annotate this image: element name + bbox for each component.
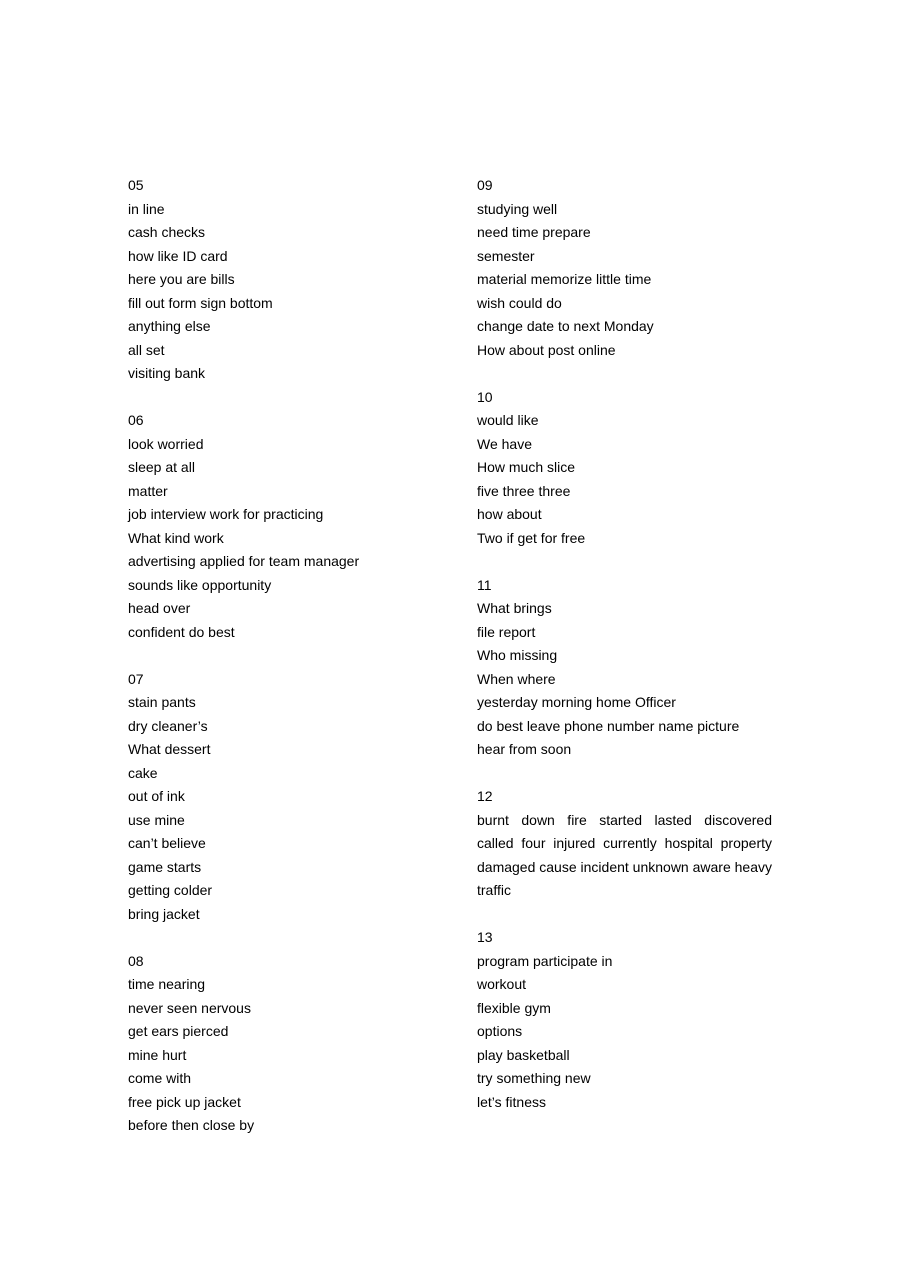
section-11	[477, 574, 772, 762]
phrase-line: how like ID card	[128, 247, 228, 264]
section-number: 07	[128, 670, 144, 687]
section-10	[477, 386, 772, 551]
phrase-line: time nearing	[128, 976, 206, 992]
phrase-line: stain pants	[128, 694, 196, 710]
phrase-line: called four injured currently hospital property	[477, 835, 772, 851]
right-column	[477, 174, 772, 1138]
phrase-line: confident do best	[128, 623, 235, 640]
phrase-line: out of ink	[128, 788, 185, 804]
phrase-line: How about post online	[477, 341, 616, 358]
section-number: 10	[477, 388, 493, 405]
phrase-line: five three three	[477, 482, 571, 499]
phrase-line: game starts	[128, 858, 202, 875]
section-09	[477, 174, 772, 362]
phrase-line: job interview work for practicing	[128, 506, 324, 522]
phrase-line: burnt down fire started lasted discovered	[477, 811, 772, 828]
phrase-line: how about	[477, 506, 542, 522]
phrase-line: bring jacket	[128, 905, 200, 922]
phrase-line: material memorize little time	[477, 271, 652, 287]
section-number: 08	[128, 952, 144, 969]
section-07	[128, 668, 428, 927]
phrase-line: all set	[128, 341, 165, 358]
section-08	[128, 950, 428, 1138]
phrase-line: How much slice	[477, 459, 576, 475]
phrase-line: fill out form sign bottom	[128, 294, 273, 311]
section-12	[477, 785, 772, 903]
phrase-line: anything else	[128, 318, 211, 334]
phrase-line: get ears pierced	[128, 1023, 229, 1039]
phrase-line: What brings	[477, 600, 552, 616]
phrase-line: would like	[477, 412, 539, 428]
phrase-line: come with	[128, 1070, 192, 1086]
phrase-line: getting colder	[128, 882, 213, 898]
section-number: 12	[477, 788, 493, 804]
phrase-line: here you are bills	[128, 271, 235, 287]
phrase-line: advertising applied for team manager	[128, 553, 360, 569]
phrase-line: change date to next Monday	[477, 318, 654, 334]
phrase-line: traffic	[477, 882, 511, 898]
phrase-line: free pick up jacket	[128, 1093, 241, 1110]
section-number: 05	[128, 177, 144, 193]
phrase-line: let’s fitness	[477, 1093, 546, 1110]
phrase-line: file report	[477, 623, 536, 640]
phrase-line: What dessert	[128, 741, 211, 757]
phrase-line: dry cleaner’s	[128, 717, 208, 734]
phrase-line: yesterday morning home Officer	[477, 694, 676, 710]
phrase-line: do best leave phone number name picture	[477, 717, 740, 734]
section-number: 11	[477, 576, 492, 593]
phrase-line: look worried	[128, 435, 204, 452]
section-13	[477, 926, 772, 1114]
phrase-line: use mine	[128, 811, 185, 828]
phrase-line: program participate in	[477, 952, 613, 969]
phrase-line: head over	[128, 600, 191, 616]
phrase-line: in line	[128, 200, 165, 217]
left-column	[128, 174, 428, 1161]
phrase-line: hear from soon	[477, 741, 572, 757]
phrase-line: sounds like opportunity	[128, 576, 272, 593]
phrase-line: When where	[477, 670, 556, 687]
phrase-line: studying well	[477, 200, 558, 217]
phrase-line: options	[477, 1023, 523, 1039]
phrase-line: can’t believe	[128, 835, 206, 851]
phrase-line: need time prepare	[477, 224, 591, 240]
phrase-line: cash checks	[128, 224, 206, 240]
phrase-line: visiting bank	[128, 365, 206, 381]
phrase-line: wish could do	[477, 294, 562, 311]
phrase-line: matter	[128, 482, 168, 499]
phrase-line: Two if get for free	[477, 529, 586, 546]
section-number: 06	[128, 412, 144, 428]
phrase-line: Who missing	[477, 647, 558, 663]
phrase-line: We have	[477, 435, 532, 452]
phrase-line: play basketball	[477, 1046, 570, 1063]
phrase-line: workout	[477, 976, 527, 992]
phrase-line: semester	[477, 247, 535, 264]
phrase-line: mine hurt	[128, 1046, 187, 1063]
phrase-line: flexible gym	[477, 999, 551, 1016]
phrase-line: sleep at all	[128, 459, 195, 475]
phrase-line: never seen nervous	[128, 999, 251, 1016]
phrase-line: What kind work	[128, 529, 224, 546]
section-05	[128, 174, 428, 386]
phrase-line: damaged cause incident unknown aware heavy	[477, 858, 772, 875]
section-number: 09	[477, 177, 493, 193]
phrase-line: try something new	[477, 1070, 591, 1086]
phrase-line: cake	[128, 764, 158, 781]
section-number: 13	[477, 929, 493, 945]
phrase-line: before then close by	[128, 1117, 255, 1133]
section-06	[128, 409, 428, 644]
